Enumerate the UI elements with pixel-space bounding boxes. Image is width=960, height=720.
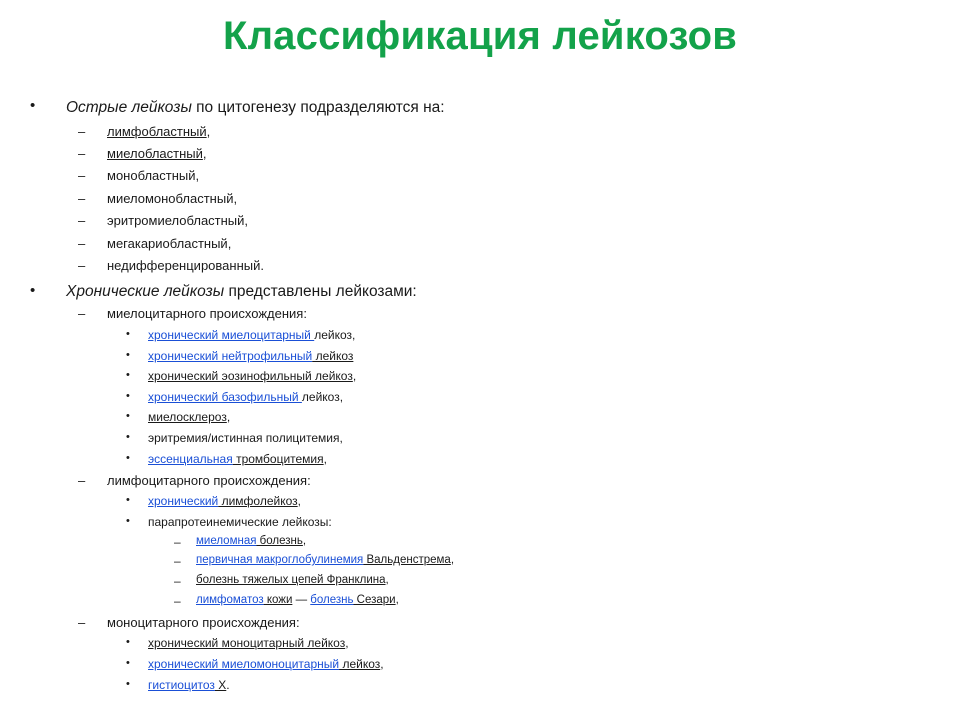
myelo-item-4	[148, 390, 343, 404]
acute-heading	[66, 99, 445, 117]
acute-item-7: недифференцированный.	[107, 258, 264, 273]
myelo-item-2-text[interactable]: лейкоз	[312, 349, 354, 363]
dash-7: –	[78, 258, 86, 273]
mono-item-3-text[interactable]: X	[214, 678, 227, 692]
bullet-m7: •	[126, 452, 130, 464]
chronic-term: Хронические лейкозы	[66, 283, 225, 300]
para-item-1-link[interactable]: миеломная	[196, 535, 257, 547]
acute-item-2	[107, 146, 207, 161]
myelo-item-5	[148, 410, 230, 424]
dash-mono: –	[78, 615, 86, 630]
dash-s2: –	[174, 554, 181, 568]
para-item-2-link[interactable]: первичная макроглобулинемия	[196, 554, 364, 566]
myelo-item-4-punct: ,	[339, 390, 344, 404]
bullet-m1: •	[126, 328, 130, 340]
para-item-4-text-a[interactable]: кожи	[263, 594, 293, 606]
myelo-item-2-link[interactable]: хронический нейтрофильный	[148, 349, 313, 363]
myelo-item-7	[148, 452, 327, 466]
lympho-item-1-text[interactable]: лимфолейкоз	[218, 494, 298, 508]
mono-label: моноцитарного происхождения:	[107, 615, 300, 630]
para-item-4-sep: —	[292, 594, 311, 606]
dash-myelo: –	[78, 306, 86, 321]
lympho-item-1	[148, 494, 301, 508]
para-item-2-text[interactable]: Вальденстрема	[363, 554, 451, 566]
para-item-3-link[interactable]: болезнь тяжелых цепей Франклина	[196, 574, 386, 586]
acute-item-3: монобластный,	[107, 168, 200, 183]
bullet-m4: •	[126, 390, 130, 402]
dash-1: –	[78, 124, 86, 139]
acute-term: Острые лейкозы	[66, 99, 192, 116]
bullet-m5: •	[126, 410, 130, 422]
para-item-2	[196, 554, 454, 566]
myelo-item-3-punct: ,	[352, 369, 357, 383]
dash-4: –	[78, 191, 86, 206]
mono-item-3	[148, 678, 230, 692]
para-item-4-text-b[interactable]: Сезари	[353, 594, 396, 606]
mono-item-2	[148, 657, 384, 671]
para-item-1	[196, 535, 306, 547]
mono-item-2-link[interactable]: хронический миеломоноцитарный	[148, 657, 340, 671]
para-item-4-punct: ,	[395, 594, 399, 606]
myelo-item-7-punct: ,	[323, 452, 327, 466]
acute-item-5: эритромиелобластный,	[107, 213, 249, 228]
acute-item-4: миеломонобластный,	[107, 191, 238, 206]
para-item-4-link-b[interactable]: болезнь	[310, 594, 354, 606]
bullet-n3: •	[126, 678, 130, 690]
dash-s3: –	[174, 574, 181, 588]
myelo-item-2	[148, 349, 353, 363]
para-item-4	[196, 594, 399, 606]
bullet-chronic: •	[30, 282, 36, 299]
dash-s1: –	[174, 535, 181, 549]
dash-3: –	[78, 168, 86, 183]
slide-title: Классификация лейкозов	[222, 14, 738, 58]
chronic-text: представлены лейкозами:	[224, 283, 417, 300]
para-item-3-punct: ,	[385, 574, 389, 586]
acute-text: по цитогенезу подразделяются на:	[191, 99, 445, 116]
bullet-l1: •	[126, 494, 130, 506]
myelo-item-4-text: лейкоз	[301, 390, 340, 404]
dash-lympho: –	[78, 473, 86, 488]
mono-item-1-punct: ,	[345, 636, 349, 650]
myelo-item-1-link[interactable]: хронический миелоцитарный	[148, 328, 315, 342]
mono-item-3-punct: .	[226, 678, 230, 692]
dash-6: –	[78, 236, 86, 251]
acute-item-1-link[interactable]: лимфобластный	[107, 124, 207, 139]
acute-item-1	[107, 124, 210, 139]
bullet-m3: •	[126, 369, 130, 381]
dash-s4: –	[174, 594, 181, 608]
dash-2: –	[78, 146, 86, 161]
acute-item-2-punct: ,	[202, 146, 207, 161]
lympho-item-2: парапротеинемические лейкозы:	[148, 515, 332, 529]
bullet-n2: •	[126, 657, 130, 669]
mono-item-3-link[interactable]: гистиоцитоз	[148, 678, 215, 692]
myelo-item-3	[148, 369, 356, 383]
myelo-item-1	[148, 328, 355, 342]
mono-item-1-link[interactable]: хронический моноцитарный лейкоз	[148, 636, 346, 650]
bullet-m6: •	[126, 431, 130, 443]
myelo-item-6: эритремия/истинная полицитемия,	[148, 431, 343, 445]
myelo-item-5-link[interactable]: миелосклероз	[148, 410, 227, 424]
lympho-label: лимфоцитарного происхождения:	[107, 473, 311, 488]
bullet-acute: •	[30, 97, 36, 114]
acute-item-1-punct: ,	[206, 124, 211, 139]
myelo-item-3-link[interactable]: хронический эозинофильный лейкоз	[148, 369, 353, 383]
para-item-4-link-a[interactable]: лимфоматоз	[196, 594, 264, 606]
myelo-label: миелоцитарного происхождения:	[107, 306, 307, 321]
lympho-item-1-link[interactable]: хронический	[148, 494, 219, 508]
lympho-item-1-punct: ,	[297, 494, 301, 508]
dash-5: –	[78, 213, 86, 228]
bullet-l2: •	[126, 515, 130, 527]
myelo-item-4-link[interactable]: хронический базофильный	[148, 390, 302, 404]
mono-item-1	[148, 636, 349, 650]
myelo-item-1-punct: ,	[352, 328, 356, 342]
myelo-item-5-punct: ,	[226, 410, 231, 424]
acute-item-2-link[interactable]: миелобластный	[107, 146, 203, 161]
para-item-2-punct: ,	[450, 554, 455, 566]
myelo-item-7-link[interactable]: эссенциальная	[148, 452, 233, 466]
para-item-1-text[interactable]: болезнь	[256, 535, 303, 547]
bullet-m2: •	[126, 349, 130, 361]
mono-item-2-text[interactable]: лейкоз	[339, 657, 381, 671]
chronic-heading	[66, 283, 417, 301]
myelo-item-1-text: лейкоз	[314, 328, 353, 342]
mono-item-2-punct: ,	[380, 657, 384, 671]
myelo-item-7-text[interactable]: тромбоцитемия	[232, 452, 324, 466]
para-item-1-punct: ,	[302, 535, 307, 547]
bullet-n1: •	[126, 636, 130, 648]
acute-item-6: мегакариобластный,	[107, 236, 232, 251]
para-item-3	[196, 574, 389, 586]
